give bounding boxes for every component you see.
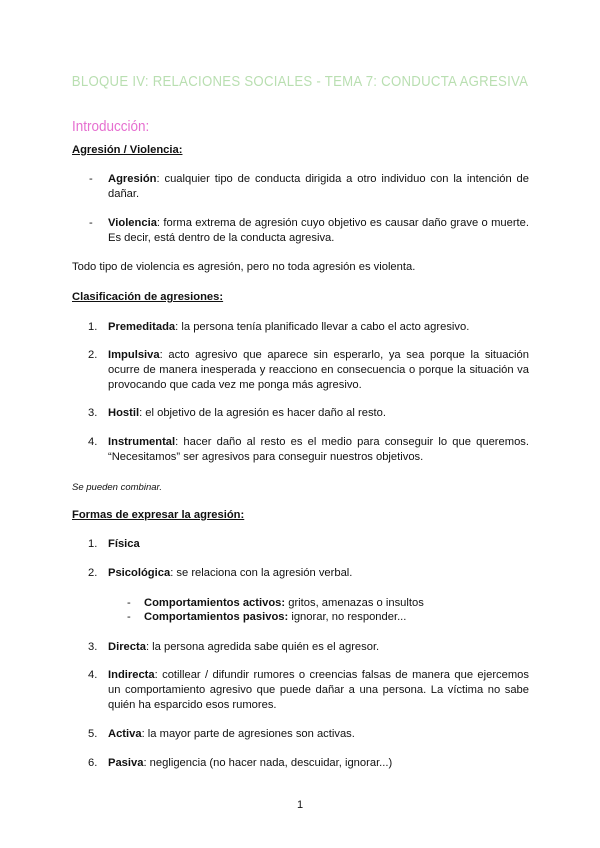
list-item [88,756,529,771]
definition: : cotillear / difundir rumores o creencias falsas de manera que ejercemos un comportamiento agresivo que puede dañar a una persona. La víctima no sabe quién ha esparcido esos rumores. [108,669,529,711]
sub-list-item [127,610,529,625]
definition: gritos, amenazas o insultos [285,597,424,609]
list-item [88,640,529,655]
list-item [88,727,529,742]
term: Pasiva [108,757,144,769]
list-item [88,320,529,335]
definition: : la persona agredida sabe quién es el agresor. [145,641,380,653]
definition: : la persona tenía planificado llevar a cabo el acto agresivo. [175,321,470,333]
combine-note: Se pueden combinar. [72,482,162,493]
item-number: 6. [88,757,98,769]
page-number: 1 [296,799,304,811]
list-item [88,348,529,393]
item-number: 3. [88,641,98,653]
term: Física [108,538,140,550]
dash-marker: - [127,597,131,609]
dash-marker: - [89,217,93,229]
term: Comportamientos activos: [144,597,286,609]
sub-list-item [127,596,529,611]
page-title: BLOQUE IV: RELACIONES SOCIALES - TEMA 7: CONDUCTA AGRESIVA [71,73,529,90]
dash-marker: - [89,173,93,185]
list-item [88,566,529,581]
definition: : se relaciona con la agresión verbal. [170,567,353,579]
term: Instrumental [108,436,176,448]
item-number: 1. [88,321,98,333]
clasificacion-heading: Clasificación de agresiones: [72,291,224,303]
term: Indirecta [108,669,155,681]
section-title: Introducción: [72,118,150,135]
term: Directa [108,641,146,653]
item-number: 4. [88,669,98,681]
item-number: 2. [88,349,98,361]
dash-marker: - [127,611,131,623]
item-number: 2. [88,567,98,579]
list-item [88,435,529,465]
summary-paragraph: Todo tipo de violencia es agresión, pero no toda agresión es violenta. [72,261,416,273]
definition: : la mayor parte de agresiones son activas. [141,728,355,740]
definition: : el objetivo de la agresión es hacer daño al resto. [139,407,386,419]
term: Hostil [108,407,140,419]
term: Activa [108,728,142,740]
term: Psicológica [108,567,171,579]
item-number: 3. [88,407,98,419]
item-number: 5. [88,728,98,740]
item-number: 1. [88,538,98,550]
list-item [88,406,529,421]
definition: : negligencia (no hacer nada, descuidar, ignorar...) [143,757,393,769]
term: Violencia [108,217,157,229]
definition: : cualquier tipo de conducta dirigida a otro individuo con la intención de dañar. [108,173,529,200]
term: Agresión [108,173,157,185]
list-item [89,172,529,202]
list-item [89,216,529,246]
agresion-violencia-heading: Agresión / Violencia: [72,144,183,156]
definition: : forma extrema de agresión cuyo objetivo es causar daño grave o muerte. Es decir, está dentro de la conducta agresiva. [108,217,529,244]
list-item [88,537,529,552]
definition: : acto agresivo que aparece sin esperarlo, ya sea porque la situación ocurre de manera inesperada y reacciono en consecuencia o porque la situación va provocando que cada vez me ponga más agresivo. [108,349,529,391]
term: Comportamientos pasivos: [144,611,289,623]
term: Impulsiva [108,349,160,361]
list-item [88,668,529,713]
item-number: 4. [88,436,98,448]
formas-heading: Formas de expresar la agresión: [72,509,245,521]
term: Premeditada [108,321,176,333]
definition: ignorar, no responder... [288,611,407,623]
definition: : hacer daño al resto es el medio para conseguir lo que queremos. “Necesitamos” ser agresivos para conseguir nuestros objetivos. [108,436,529,463]
